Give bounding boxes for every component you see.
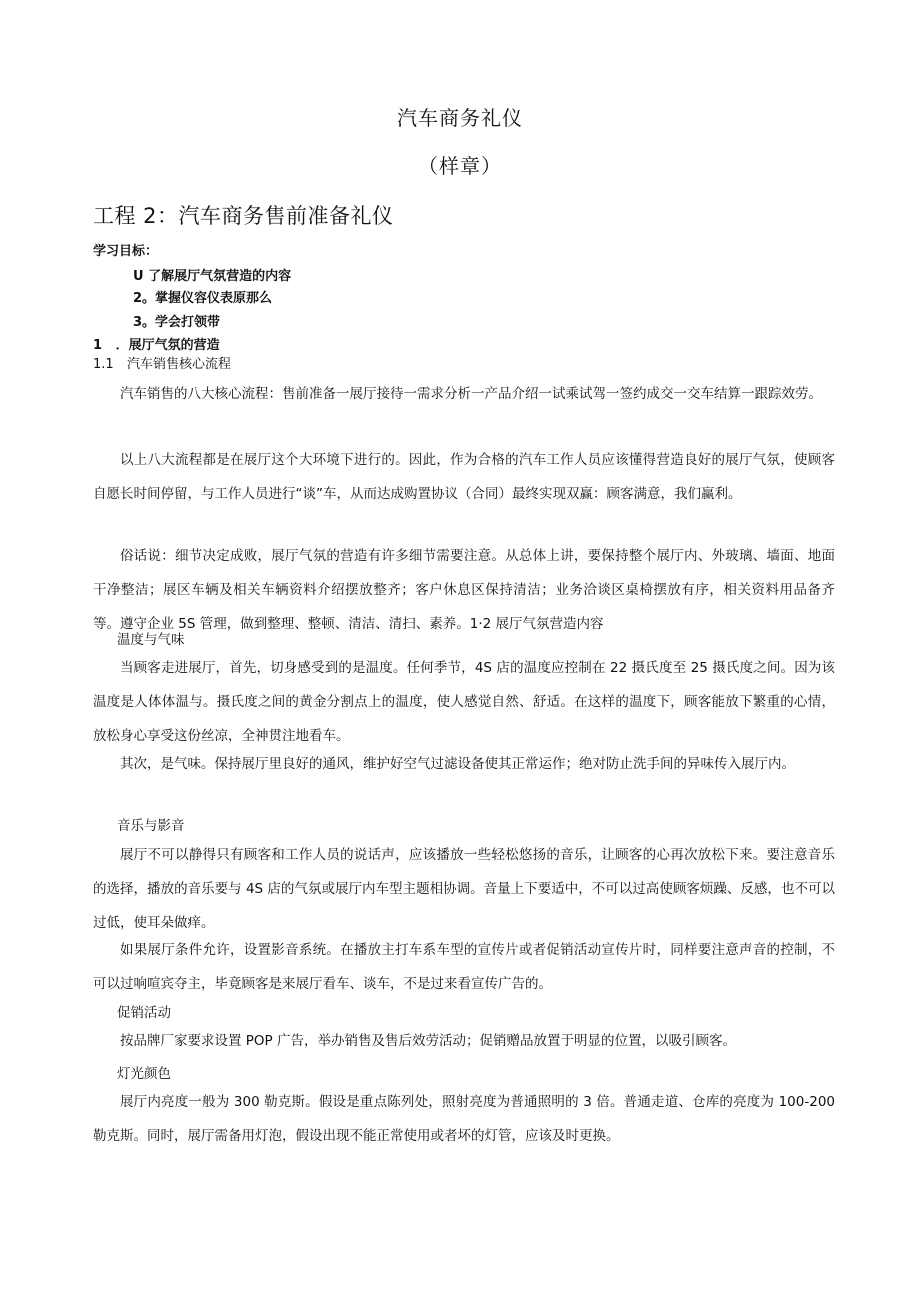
paragraph: 以上八大流程都是在展厅这个大环境下进行的。因此，作为合格的汽车工作人员应该懂得营造良好的展厅气氛，使顾客自愿长时间停留，与工作人员进行“谈”车，从而达成购置协议（合同）最终实现双赢：顾客满意，我们赢利。 [93,452,835,502]
paragraph: 当顾客走进展厅，首先，切身感受到的是温度。任何季节，4S 店的温度应控制在 22 摄氏度至 25 摄氏度之间。因为该温度是人体体温与。摄氏度之间的黄金分割点上的温度，使人感觉自然、舒适。在这样的温度下，顾客能放下繁重的心情，放松身心享受这份丝凉，全神贯注地看车。 [93,660,835,744]
learning-goals-label: 学习目标： [93,244,159,259]
document-title: 汽车商务礼仪 [397,106,523,130]
subsection-number: 1.1 [93,357,114,372]
project-title: 工程 2：汽车商务售前准备礼仪 [93,204,394,228]
topic-heading: 温度与气味 [117,632,185,648]
topic-heading: 灯光颜色 [117,1066,171,1082]
learning-goal-item: 3。学会打领带 [133,315,221,330]
learning-goal-item: U 了解展厅气氛营造的内容 [133,269,292,284]
subsection-title: 汽车销售核心流程 [127,357,232,372]
learning-goal-item: 2。掌握仪容仪表原那么 [133,291,273,306]
paragraph: 展厅不可以静得只有顾客和工作人员的说话声，应该播放一些轻松悠扬的音乐，让顾客的心再次放松下来。要注意音乐的选择，播放的音乐要与 4S 店的气氛或展厅内车型主题相协调。音量上下要适中，不可以过高使顾客烦躁、反感，也不可以过低，使耳朵做痒。 [93,847,835,931]
document-subtitle: （样章） [418,154,502,178]
paragraph: 展厅内亮度一般为 300 勒克斯。假设是重点陈列处，照射亮度为普通照明的 3 倍。普通走道、仓库的亮度为 100-200 勒克斯。同时，展厅需备用灯泡，假设出现不能正常使用或者坏的灯管，应该及时更换。 [93,1094,835,1144]
subsection-heading [93,353,231,372]
topic-heading: 促销活动 [117,1005,171,1021]
topic-heading: 音乐与影音 [117,818,185,834]
paragraph: 汽车销售的八大核心流程：售前准备一展厅接待一需求分析一产品介绍一试乘试驾一签约成交一交车结算一跟踪效劳。 [120,386,822,402]
paragraph: 俗话说：细节决定成败，展厅气氛的营造有许多细节需要注意。从总体上讲，要保持整个展厅内、外玻璃、墙面、地面干净整洁；展区车辆及相关车辆资料介绍摆放整齐；客户休息区保持清洁；业务洽谈区桌椅摆放有序，相关资料用品备齐等。遵守企业 5S 管理，做到整理、整顿、清洁、清扫、素养。1·2 展厅气氛营造内容 [93,548,835,632]
section-heading: 1 ．展厅气氛的营造 [93,338,220,353]
paragraph: 其次，是气味。保持展厅里良好的通风，维护好空气过滤设备使其正常运作；绝对防止洗手间的异味传入展厅内。 [120,756,795,772]
paragraph: 按品牌厂家要求设置 POP 广告，举办销售及售后效劳活动；促销赠品放置于明显的位置，以吸引顾客。 [120,1033,736,1049]
paragraph: 如果展厅条件允许，设置影音系统。在播放主打车系车型的宣传片或者促销活动宣传片时，同样要注意声音的控制，不可以过响喧宾夺主，毕竟顾客是来展厅看车、谈车，不是过来看宣传广告的。 [93,942,835,992]
